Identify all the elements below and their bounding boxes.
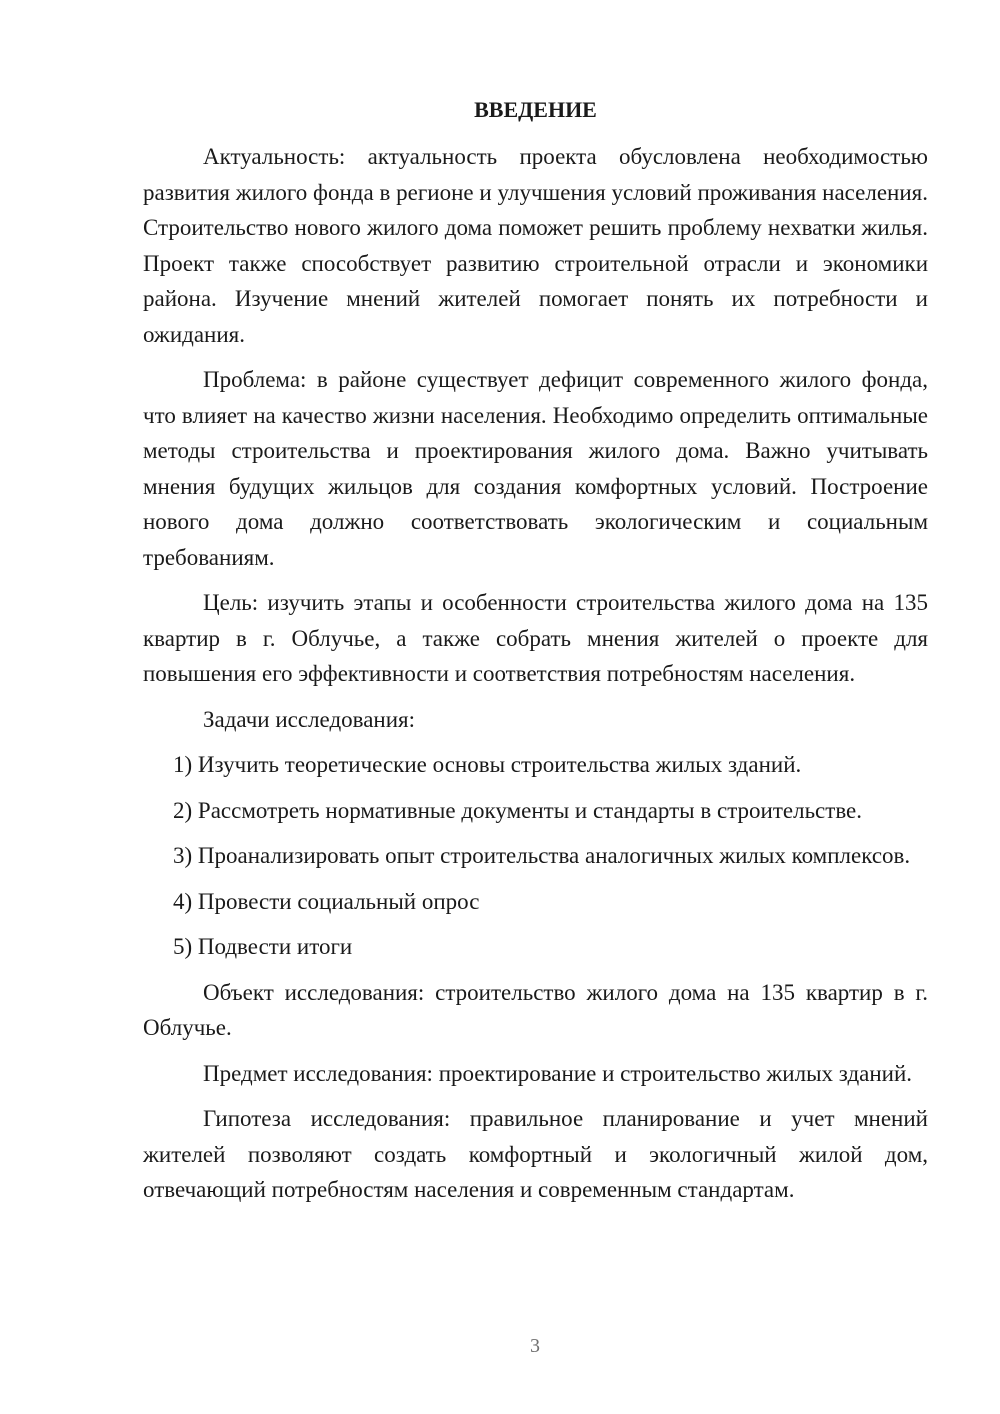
paragraph-object: Объект исследования: строительство жилого дома на 135 квартир в г. Облучье. (143, 979, 928, 1040)
task-item-2: 2) Рассмотреть нормативные документы и стандарты в строительстве. (173, 797, 863, 823)
task-item-3: 3) Проанализировать опыт строительства аналогичных жилых комплексов. (173, 843, 911, 868)
tasks-heading: Задачи исследования: (203, 706, 416, 732)
paragraph-subject: Предмет исследования: проектирование и строительство жилых зданий. (203, 1060, 913, 1086)
paragraph-problem: Проблема: в районе существует дефицит современного жилого фонда, что влияет на качество жизни населения. Необходимо определить оптимальные методы строительства и проектирования жилого дома. Важно учитывать мнения будущих жильцов для создания комфортных условий. Построение нового дома должно соответствовать экологическим и социальным требованиям. (143, 367, 928, 570)
paragraph-hypothesis: Гипотеза исследования: правильное планирование и учет мнений жителей позволяют создать комфортный и экологичный жилой дом, отвечающий потребностям населения и современным стандартам. (143, 1106, 928, 1202)
document-body (143, 94, 928, 1218)
paragraph-goal: Цель: изучить этапы и особенности строительства жилого дома на 135 квартир в г. Облучье, а также собрать мнения жителей о проекте для повышения его эффективности и соответствия потребностям населения. (143, 590, 928, 686)
page-number: 3 (530, 1335, 540, 1357)
section-title: ВВЕДЕНИЕ (474, 97, 597, 122)
task-item-5: 5) Подвести итоги (173, 934, 353, 959)
paragraph-relevance: Актуальность: актуальность проекта обусловлена необходимостью развития жилого фонда в регионе и улучшения условий проживания населения. Строительство нового жилого дома поможет решить проблему нехватки жилья. Проект также способствует развитию строительной отрасли и экономики района. Изучение мнений жителей помогает понять их потребности и ожидания. (143, 144, 928, 347)
task-item-4: 4) Провести социальный опрос (173, 888, 480, 914)
task-item-1: 1) Изучить теоретические основы строительства жилых зданий. (173, 752, 802, 777)
